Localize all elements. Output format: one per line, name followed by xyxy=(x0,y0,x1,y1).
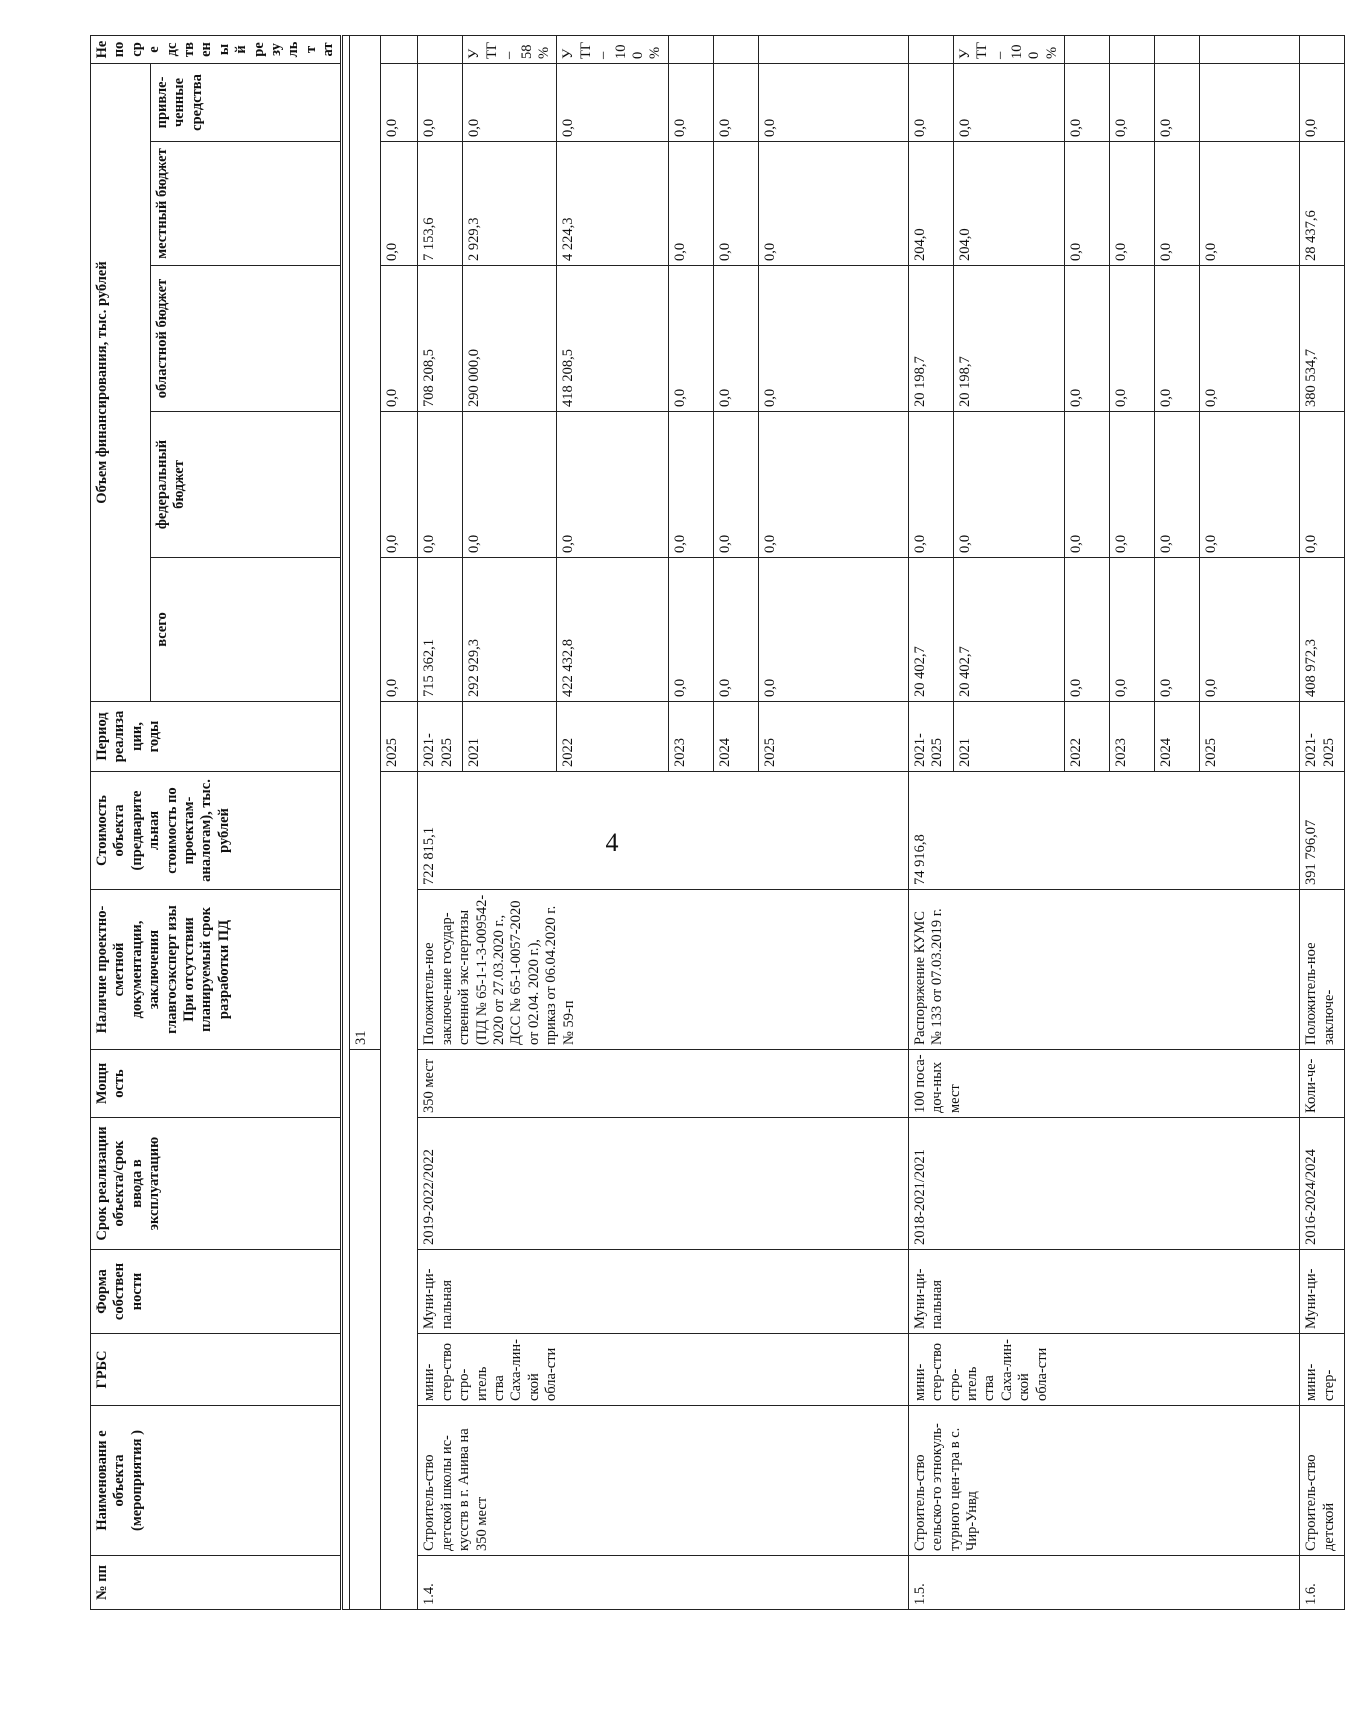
federal-cell: 0,0 xyxy=(713,412,758,558)
local-cell: 0,0 xyxy=(1155,142,1200,266)
local-cell: 0,0 xyxy=(1065,142,1110,266)
total-cell: 292 929,3 xyxy=(463,558,557,702)
object-capacity: 100 поса-доч-ных мест xyxy=(908,1050,1299,1118)
attracted-cell: 0,0 xyxy=(463,63,557,141)
col-ownership-header: Форма собствен ности xyxy=(91,1250,342,1334)
object-ownership: Муни-ци-пальная xyxy=(418,1250,908,1334)
attracted-cell: 0,0 xyxy=(557,63,668,141)
total-cell: 0,0 xyxy=(1110,558,1155,702)
object-term: 2019-2022/2022 xyxy=(418,1118,908,1250)
total-cell: 408 972,3 xyxy=(1300,558,1345,702)
federal-cell: 0,0 xyxy=(1155,412,1200,558)
period-cell: 2021-2025 xyxy=(1300,702,1345,772)
col-name-header: Наименовани е объекта (мероприятия ) xyxy=(91,1406,342,1556)
local-cell: 204,0 xyxy=(908,142,953,266)
attracted-cell: 0,0 xyxy=(1110,63,1155,141)
regional-cell: 0,0 xyxy=(758,266,908,412)
federal-cell: 0,0 xyxy=(668,412,713,558)
object-row xyxy=(418,35,463,1609)
col-grbs-header: ГРБС xyxy=(91,1334,342,1406)
object-name: Строитель-ство детской xyxy=(1300,1406,1345,1556)
regional-cell: 20 198,7 xyxy=(953,266,1064,412)
regional-cell: 708 208,5 xyxy=(418,266,463,412)
period-cell: 2023 xyxy=(668,702,713,772)
col-result-header: Непосре дствен ый результ ат xyxy=(91,35,342,63)
col-total-header: всего xyxy=(150,558,342,702)
object-grbs: мини-стер-ство стро-итель ства Саха-лин-ской обла-сти xyxy=(418,1334,908,1406)
result-cell: УТГ – 100% xyxy=(557,35,668,63)
total-cell: 0,0 xyxy=(1155,558,1200,702)
total-cell: 0,0 xyxy=(668,558,713,702)
result-cell xyxy=(668,35,713,63)
regional-cell: 0,0 xyxy=(713,266,758,412)
col-cost-header: Стоимость объекта (предварите льная стоимость по проектам-аналогам), тыс. рублей xyxy=(91,772,342,890)
investment-objects-table xyxy=(90,35,1345,1610)
regional-cell: 290 000,0 xyxy=(463,266,557,412)
total-cell: 0,0 xyxy=(1200,558,1300,702)
total-cell: 0,0 xyxy=(1065,558,1110,702)
spacer-cell xyxy=(342,35,350,1609)
object-cost: 391 796,07 xyxy=(1300,772,1345,890)
federal-cell: 0,0 xyxy=(1200,412,1300,558)
object-docs: Положитель-ное заключе-ние государ-ственной экс-пертизы (ПД № 65-1-1-3-009542-2020 от 27.03.2020 г., ДСС № 65-1-0057-2020 от 02.04. 2020 г.), приказ от 06.04.2020 г. № 59-п xyxy=(418,890,908,1050)
object-num: 1.6. xyxy=(1300,1556,1345,1610)
page-number: 4 xyxy=(605,828,619,857)
empty-cell xyxy=(350,1050,381,1610)
local-cell: 2 929,3 xyxy=(463,142,557,266)
total-cell: 20 402,7 xyxy=(908,558,953,702)
object-num: 1.4. xyxy=(418,1556,908,1610)
period-cell: 2024 xyxy=(1155,702,1200,772)
federal-cell: 0,0 xyxy=(557,412,668,558)
col-local-header: местный бюджет xyxy=(150,142,342,266)
object-term: 2016-2024/2024 xyxy=(1300,1118,1345,1250)
period-cell: 2023 xyxy=(1110,702,1155,772)
period-cell: 2024 xyxy=(713,702,758,772)
result-cell xyxy=(381,35,418,63)
object-name: Строитель-ство сельско-го этнокуль-турного цен-тра в с. Чир-Унвд xyxy=(908,1406,1299,1556)
column-number-cell: 31 xyxy=(350,35,381,1049)
regional-cell: 0,0 xyxy=(381,266,418,412)
funding-group-header: Объем финансирования, тыс. рублей xyxy=(91,63,151,701)
result-cell xyxy=(758,35,908,63)
result-cell xyxy=(1200,35,1300,63)
period-cell: 2021 xyxy=(953,702,1064,772)
period-cell: 2022 xyxy=(557,702,668,772)
federal-cell: 0,0 xyxy=(463,412,557,558)
federal-cell: 0,0 xyxy=(908,412,953,558)
attracted-cell: 0,0 xyxy=(908,63,953,141)
object-cost: 722 815,1 xyxy=(418,772,908,890)
local-cell: 0,0 xyxy=(713,142,758,266)
attracted-cell: 0,0 xyxy=(381,63,418,141)
object-capacity: 350 мест xyxy=(418,1050,908,1118)
header-row-1 xyxy=(91,35,151,1609)
object-ownership: Муни-ци- xyxy=(1300,1250,1345,1334)
object-ownership: Муни-ци-пальная xyxy=(908,1250,1299,1334)
attracted-cell: 0,0 xyxy=(713,63,758,141)
period-cell: 2021-2025 xyxy=(418,702,463,772)
col-attracted-header: привле-ченные средства xyxy=(150,63,342,141)
result-cell xyxy=(713,35,758,63)
regional-cell: 380 534,7 xyxy=(1300,266,1345,412)
local-cell: 4 224,3 xyxy=(557,142,668,266)
regional-cell: 0,0 xyxy=(1065,266,1110,412)
federal-cell: 0,0 xyxy=(381,412,418,558)
object-term: 2018-2021/2021 xyxy=(908,1118,1299,1250)
local-cell: 0,0 xyxy=(758,142,908,266)
col-docs-header: Наличие проектно-сметной документации, заключения главгосэксперт изы При отсутствии планируемый срок разработки ПД xyxy=(91,890,342,1050)
col-term-header: Срок реализации объекта/срок ввода в эксплуатацию xyxy=(91,1118,342,1250)
period-cell: 2022 xyxy=(1065,702,1110,772)
object-docs: Распоряжение КУМС № 133 от 07.03.2019 г. xyxy=(908,890,1299,1050)
col-capacity-header: Мощн ость xyxy=(91,1050,342,1118)
period-cell: 2021 xyxy=(463,702,557,772)
federal-cell: 0,0 xyxy=(758,412,908,558)
attracted-cell: 0,0 xyxy=(418,63,463,141)
federal-cell: 0,0 xyxy=(1300,412,1345,558)
object-grbs: мини-стер-ство стро-итель ства Саха-лин-ской обла-сти xyxy=(908,1334,1299,1406)
result-cell: УТГ – 100% xyxy=(953,35,1064,63)
period-cell: 2025 xyxy=(381,702,418,772)
federal-cell: 0,0 xyxy=(1065,412,1110,558)
spacer-row xyxy=(342,35,350,1609)
document-sheet xyxy=(90,40,1337,1610)
federal-cell: 0,0 xyxy=(1110,412,1155,558)
regional-cell: 0,0 xyxy=(1110,266,1155,412)
federal-cell: 0,0 xyxy=(418,412,463,558)
total-cell: 0,0 xyxy=(381,558,418,702)
attracted-cell: 0,0 xyxy=(668,63,713,141)
local-cell: 204,0 xyxy=(953,142,1064,266)
local-cell: 7 153,6 xyxy=(418,142,463,266)
period-cell: 2021-2025 xyxy=(908,702,953,772)
total-cell: 0,0 xyxy=(713,558,758,702)
total-cell: 715 362,1 xyxy=(418,558,463,702)
result-cell xyxy=(418,35,463,63)
col-federal-header: федеральный бюджет xyxy=(150,412,342,558)
carry-over-row xyxy=(381,35,418,1609)
period-cell: 2025 xyxy=(1200,702,1300,772)
attracted-cell: 0,0 xyxy=(758,63,908,141)
total-cell: 0,0 xyxy=(758,558,908,702)
col-num-header: № пп xyxy=(91,1556,342,1610)
federal-cell: 0,0 xyxy=(953,412,1064,558)
col-period-header: Период реализа ции, годы xyxy=(91,702,342,772)
page-number-row xyxy=(350,35,381,1609)
result-cell: УТГ – 58% xyxy=(463,35,557,63)
local-cell: 28 437,6 xyxy=(1300,142,1345,266)
object-capacity: Коли-че- xyxy=(1300,1050,1345,1118)
total-cell: 20 402,7 xyxy=(953,558,1064,702)
result-cell xyxy=(1155,35,1200,63)
col-regional-header: областной бюджет xyxy=(150,266,342,412)
result-cell xyxy=(1065,35,1110,63)
regional-cell: 418 208,5 xyxy=(557,266,668,412)
object-name: Строитель-ство детской школы ис-кусств в г. Анива на 350 мест xyxy=(418,1406,908,1556)
result-cell xyxy=(1300,35,1345,63)
empty-cell xyxy=(381,772,418,1610)
attracted-cell: 0,0 xyxy=(1300,63,1345,141)
result-cell xyxy=(908,35,953,63)
regional-cell: 0,0 xyxy=(1155,266,1200,412)
total-cell: 422 432,8 xyxy=(557,558,668,702)
object-grbs: мини-стер- xyxy=(1300,1334,1345,1406)
regional-cell: 0,0 xyxy=(1200,266,1300,412)
regional-cell: 20 198,7 xyxy=(908,266,953,412)
attracted-cell xyxy=(1200,63,1300,141)
object-row xyxy=(908,35,953,1609)
local-cell: 0,0 xyxy=(668,142,713,266)
object-docs: Положитель-ное заключе- xyxy=(1300,890,1345,1050)
regional-cell: 0,0 xyxy=(668,266,713,412)
attracted-cell: 0,0 xyxy=(1155,63,1200,141)
local-cell: 0,0 xyxy=(1110,142,1155,266)
local-cell: 0,0 xyxy=(1200,142,1300,266)
attracted-cell: 0,0 xyxy=(1065,63,1110,141)
result-cell xyxy=(1110,35,1155,63)
period-cell: 2025 xyxy=(758,702,908,772)
object-row xyxy=(1300,35,1345,1609)
local-cell: 0,0 xyxy=(381,142,418,266)
object-num: 1.5. xyxy=(908,1556,1299,1610)
object-cost: 74 916,8 xyxy=(908,772,1299,890)
attracted-cell: 0,0 xyxy=(953,63,1064,141)
